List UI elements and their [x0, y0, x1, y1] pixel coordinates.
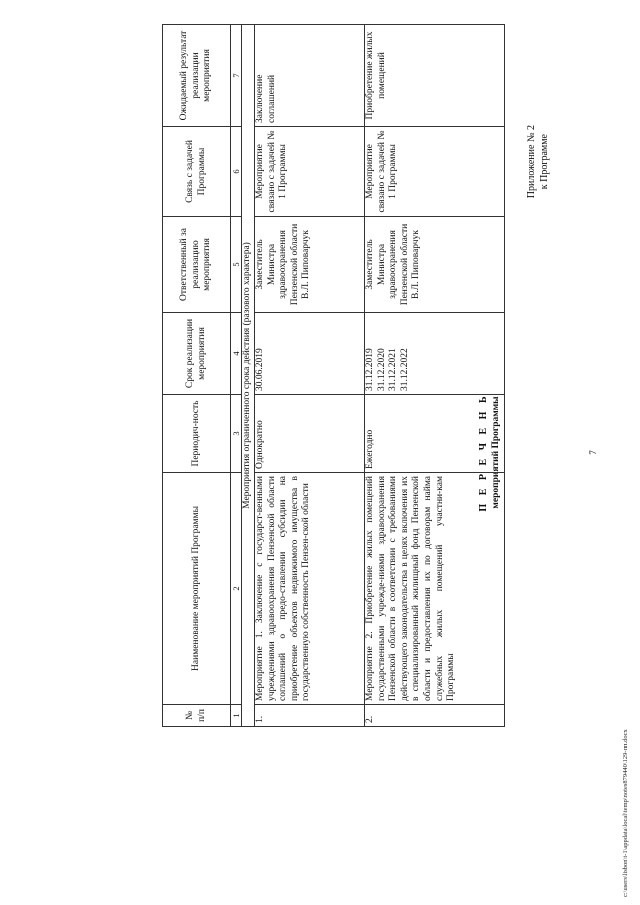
column-number: 6 — [231, 127, 242, 217]
table-row — [365, 25, 505, 727]
periodicity: Ежегодно — [365, 395, 505, 473]
responsible: Заместитель Министра здравоохранения Пензенской области В.Л. Пиповарчук — [365, 217, 505, 313]
deadline: 31.12.2019 31.12.2020 31.12.2021 31.12.2022 — [365, 313, 505, 395]
measures-table — [162, 24, 505, 727]
column-number: 2 — [231, 473, 242, 705]
expected-result: Заключение соглашений — [255, 25, 365, 127]
periodicity: Однократно — [255, 395, 365, 473]
header-cell: № п/п — [163, 705, 231, 727]
expected-result: Приобретение жилых помещений — [365, 25, 505, 127]
page-number: 7 — [588, 450, 598, 455]
appendix-line-1: Приложение № 2 — [526, 125, 537, 199]
table-header-row — [163, 25, 231, 727]
section-title: Мероприятия ограниченного срока действия (разового характера) — [242, 25, 255, 727]
header-cell: Ожидаемый результат реализации мероприятия — [163, 25, 231, 127]
header-cell: Связь с задачей Программы — [163, 127, 231, 217]
column-number: 1 — [231, 705, 242, 727]
column-number: 7 — [231, 25, 242, 127]
header-cell: Наименование мероприятий Программы — [163, 473, 231, 705]
appendix-label — [525, 125, 551, 198]
column-number: 3 — [231, 395, 242, 473]
task-link: Мероприятие связано с задачей № 1 Программы — [255, 127, 365, 217]
header-cell: Ответственный за реализацию мероприятия — [163, 217, 231, 313]
measure-name: Мероприятие 1. Заключение с государст-венными учреждениями здравоохранения Пензенской области соглашений о предо-ставлении субсидии на приобретение объектов недвижимого имущества в государственную собственность Пензен-ской области — [255, 473, 365, 705]
table-row — [255, 25, 365, 727]
deadline: 30.06.2019 — [255, 313, 365, 395]
task-link: Мероприятие связано с задачей № 1 Программы — [365, 127, 505, 217]
file-path: c:\users\lisbon\t-1\appdata\local\temp\notes879440\129-пп.docx — [622, 729, 629, 897]
document-subtitle: мероприятий Программы — [491, 396, 501, 509]
column-number: 4 — [231, 313, 242, 395]
header-cell: Срок реализации мероприятия — [163, 313, 231, 395]
document-title: П Е Р Е Ч Е Н Ь — [478, 393, 489, 512]
measure-name: Мероприятие 2. Приобретение жилых помещений государственными учрежде-ниями здравоохранения Пензенской области в соответствии с требованиями действующего законодательства в целях включения их в специализированный жилищный фонд Пензенской области и предоставления их по договорам найма служебных жилых помещений участни-кам Программы — [365, 473, 505, 705]
row-number: 2. — [365, 705, 505, 727]
row-number: 1. — [255, 705, 365, 727]
header-cell: Периодич-ность — [163, 395, 231, 473]
section-row — [242, 25, 255, 727]
column-number: 5 — [231, 217, 242, 313]
appendix-line-2: к Программе — [539, 134, 550, 190]
column-number-row — [231, 25, 242, 727]
responsible: Заместитель Министра здравоохранения Пензенской области В.Л. Пиповарчук — [255, 217, 365, 313]
